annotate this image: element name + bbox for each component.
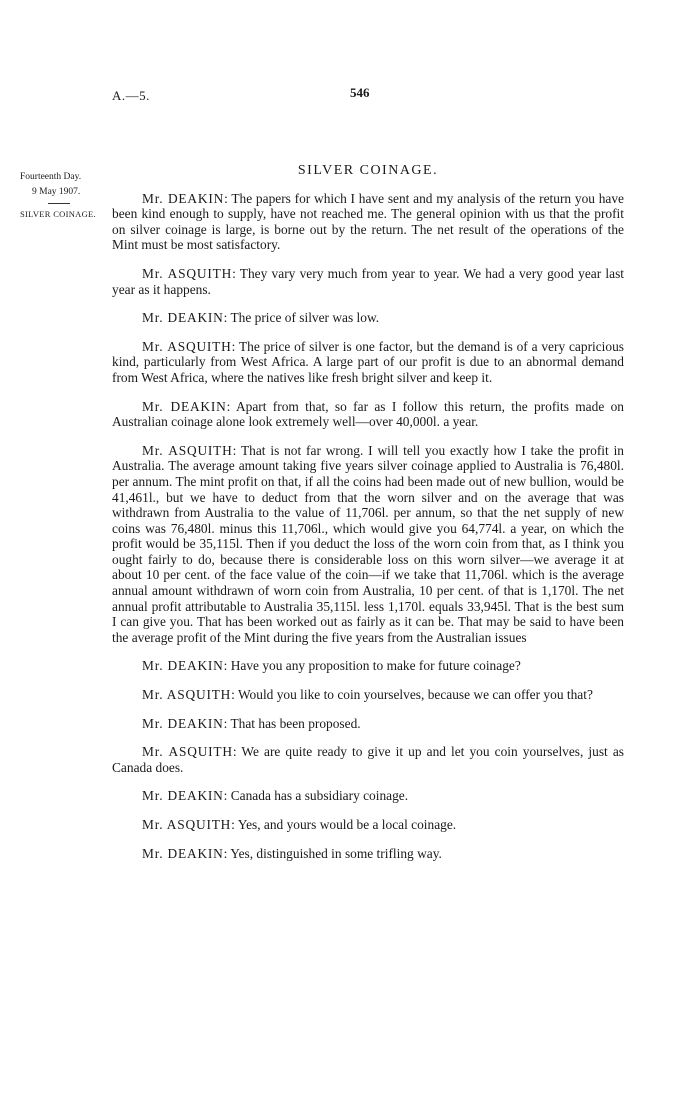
speech-paragraph: Mr. DEAKIN: Have you any proposition to make for future coinage? [142,658,521,674]
speaker-name: Mr. ASQUITH [142,442,233,458]
speech-text: They vary very much from year to year. We had a very good year last year as it happens. [112,265,625,297]
speaker-name: Mr. DEAKIN [142,398,227,414]
margin-topic: SILVER COINAGE. [20,209,96,219]
speech-text: The price of silver is one factor, but the demand is of a very capricious kind, particularly from West Africa. A large part of our profit is due to an abnormal demand from West Africa, where the natives like fresh bright silver and keep it. [112,338,625,385]
speech-paragraph: Mr. DEAKIN: That has been proposed. [142,715,361,731]
speech-text: Canada has a subsidiary coinage. [230,788,409,804]
speaker-name: Mr. ASQUITH [142,817,232,832]
speaker-name: Mr. DEAKIN [142,845,224,861]
speaker-name: Mr. DEAKIN [142,190,225,206]
margin-note [20,170,100,222]
speaker-name: Mr. DEAKIN [142,715,224,731]
speaker-name: Mr. DEAKIN [142,658,224,674]
speech-paragraph: Mr. ASQUITH: Would you like to coin yourselves, because we can offer you that? [142,687,593,703]
speech-text: The price of silver was low. [230,310,380,326]
page-number: 546 [350,85,370,100]
speech-paragraph: Mr. ASQUITH: The price of silver is one factor, but the demand is of a very capricious kind, particularly from West Africa. A large part of our profit is due to an abnormal demand from West Africa, where the natives like fresh bright silver and keep it. [112,338,625,385]
margin-day: Fourteenth Day. [20,172,82,182]
speaker-name: Mr. ASQUITH [142,338,232,354]
speaker-name: Mr. ASQUITH [142,687,232,703]
margin-date: 9 May 1907. [32,187,81,197]
speech-text: Yes, and yours would be a local coinage. [237,817,457,832]
margin-rule [48,203,70,204]
speech-text: Have you any proposition to make for future coinage? [230,658,521,674]
speech-paragraph: Mr. ASQUITH: Yes, and yours would be a local coinage. [142,817,457,832]
speech-text: That is not far wrong. I will tell you exactly how I take the profit in Australia. The average amount taking five years silver coinage applied to Australia is 76,480l. per annum. The mint profit on that, if all the coins had been made out of new bullion, would be 41,461l., but we have to deduct from that the worn silver and on the average that was withdrawn from Australia to the value of 11,706l. per annum, so that the net supply of new coins was 76,480l. minus this 11,706l., which would give you 64,774l. a year, on which the profit would be 35,115l. Then if you deduct the loss of the worn coin from that, as I think you ought fairly to do, because there is considerable loss on this worn silver—we average it at about 10 per cent. of the face value of the coin—if we take that 11,706l. which is the average annual amount withdrawn of worn coin from Australia, 10 per cent. of that is 1,170l. The net annual profit attributable to Australia 35,115l. less 1,170l. equals 33,945l. That is the best sum I can give you. That has been worked out as fairly as it can be. That may be said to have been the average profit of the Mint during the five years from the Australian issues [112,442,624,645]
speech-paragraph: Mr. DEAKIN: The papers for which I have sent and my analysis of the return you have been kind enough to supply, have not reached me. The general opinion with us that the profit on silver coinage is large, is borne out by the return. The net result of the operations of the Mint must be most satisfactory. [112,190,625,253]
speech-paragraph: Mr. ASQUITH: That is not far wrong. I will tell you exactly how I take the profit in Australia. The average amount taking five years silver coinage applied to Australia is 76,480l. per annum. The mint profit on that, if all the coins had been made out of new bullion, would be 41,461l., but we have to deduct from that the worn silver and on the average that was withdrawn from Australia to the value of 11,706l. per annum, so that the net supply of new coins was 76,480l. minus this 11,706l., which would give you 64,774l. a year, on which the profit would be 35,115l. Then if you deduct the loss of the worn coin from that, as I think you ought fairly to do, because there is considerable loss on this worn silver—we average it at about 10 per cent. of the face value of the coin—if we take that 11,706l. which is the average annual amount withdrawn of worn coin from Australia, 10 per cent. of that is 1,170l. The net annual profit attributable to Australia 35,115l. less 1,170l. equals 33,945l. That is the best sum I can give you. That has been worked out as fairly as it can be. That may be said to have been the average profit of the Mint during the five years from the Australian issues [112,442,624,645]
speech-paragraph: Mr. ASQUITH: We are quite ready to give it up and let you coin yourselves, just as Canada does. [112,744,624,775]
document-reference: A.—5. [112,88,150,103]
speaker-name: Mr. DEAKIN [142,310,224,326]
speech-text: Would you like to coin yourselves, because we can offer you that? [237,687,593,703]
speaker-name: Mr. DEAKIN [142,788,224,804]
speech-text: That has been proposed. [230,715,361,731]
speech-paragraph: Mr. DEAKIN: The price of silver was low. [142,310,380,326]
speech-paragraph: Mr. DEAKIN: Apart from that, so far as I follow this return, the profits made on Australian coinage alone look extremely well—over 40,000l. a year. [112,398,624,430]
speech-paragraph: Mr. ASQUITH: They vary very much from year to year. We had a very good year last year as it happens. [112,265,625,297]
speech-text: We are quite ready to give it up and let you coin yourselves, just as Canada does. [112,744,624,775]
speaker-name: Mr. ASQUITH [142,265,233,281]
speech-paragraph: Mr. DEAKIN: Canada has a subsidiary coinage. [142,788,409,804]
speech-paragraph: Mr. DEAKIN: Yes, distinguished in some trifling way. [142,845,442,861]
speech-text: Yes, distinguished in some trifling way. [230,845,442,861]
speech-text: The papers for which I have sent and my analysis of the return you have been kind enough to supply, have not reached me. The general opinion with us that the profit on silver coinage is large, is borne out by the return. The net result of the operations of the Mint must be most satisfactory. [112,190,625,253]
speaker-name: Mr. ASQUITH [142,744,233,760]
section-heading: SILVER COINAGE. [297,163,439,178]
speech-text: Apart from that, so far as I follow this return, the profits made on Australian coinage alone look extremely well—over 40,000l. a year. [112,398,624,430]
document-body [112,163,624,874]
